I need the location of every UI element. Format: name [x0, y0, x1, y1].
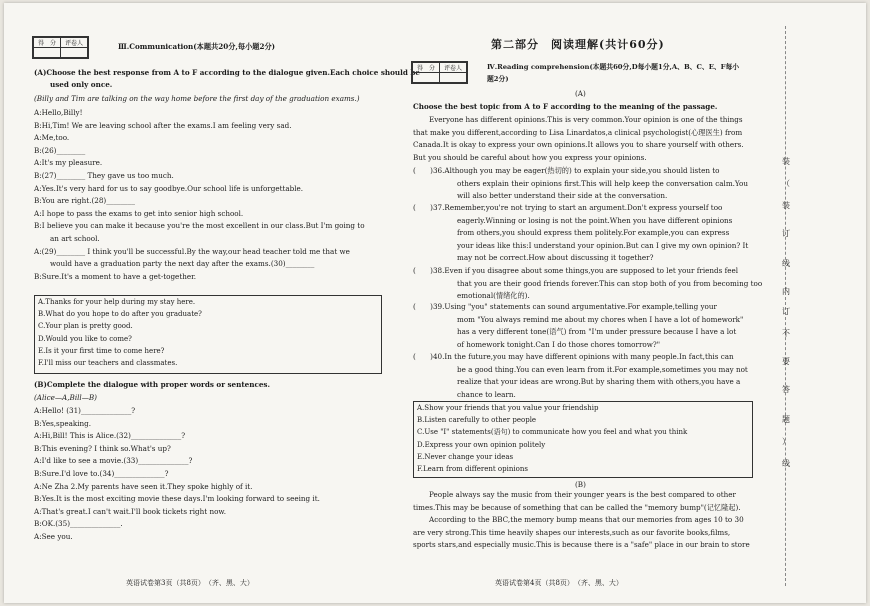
text-line: ( )37.Remember,you're not trying to start an argument.Don't express yourself too	[413, 203, 723, 212]
text-line: ( )38.Even if you disagree about some things,you are supposed to let your friends feel	[413, 266, 739, 275]
dialogue-line: B:OK.(35)______________.	[34, 519, 123, 529]
section-title: Ⅳ.Reading comprehension(本题共60分,D每小题1分,A、B、C、E、F每小	[487, 63, 740, 71]
text-line: Canada.It is okay to express your own opinions.It allows you to share yourself with others.	[413, 140, 744, 150]
text-line: that make you different,according to Lisa Linardatos,a clinical psychologist(心理医生) from	[413, 127, 743, 137]
choice: B.What do you hope to do after you graduate?	[38, 310, 202, 319]
dialogue-line: A:Hello! (31)______________?	[34, 406, 136, 415]
text-line: emotional(情绪化的).	[457, 291, 530, 301]
instruction: Choose the best topic from A to F according to the meaning of the passage.	[413, 102, 718, 111]
dialogue-line: B:Sure.It's a moment to have a get-together.	[34, 271, 197, 281]
text-line: chance to learn.	[457, 389, 516, 399]
text-line: be a good thing.You can even learn from it.For example,sometimes you may not	[457, 364, 748, 374]
margin-char: 不	[782, 329, 790, 338]
choice: A.Thanks for your help during my stay here.	[38, 298, 196, 306]
choices-box-a	[34, 295, 382, 374]
margin-char: ）	[782, 437, 790, 446]
intro-paragraph	[413, 114, 744, 164]
text-line: has a very different tone(语气) from "I'm under pressure because I have a lot	[457, 327, 737, 337]
margin-char: 线	[782, 259, 790, 268]
margin-char: 内	[782, 287, 790, 296]
dialogue-line: B:I believe you can make it because you're the most excellent in our class.But I'm going to	[34, 221, 365, 231]
score-box-right	[411, 61, 468, 84]
question-36	[413, 165, 748, 203]
text-line: will also better understand their side at the conversation.	[457, 191, 668, 201]
text-line: others explain their opinions first.This will help keep the conversation calm.You	[457, 178, 748, 188]
dialogue-line: B:This evening? I think so.What's up?	[34, 443, 171, 453]
margin-char: 要	[782, 357, 790, 366]
binding-margin	[772, 18, 800, 593]
scene-note: (Billy and Tim are talking on the way home before the first day of the graduation exams.)	[34, 94, 360, 103]
text-line: sports stars,and especially music.This is because there is a "safe" place in our brain to store	[413, 540, 750, 550]
choice: E.Never change your ideas	[417, 452, 514, 461]
passage-label: (A)	[575, 89, 586, 98]
margin-char: 线	[782, 459, 790, 468]
choice: D.Express your own opinion politely	[417, 440, 546, 449]
exam-sheet	[4, 3, 866, 603]
dialogue-line: B:Yes.It is the most exciting movie these days.I'm looking forward to seeing it.	[34, 494, 320, 504]
dialogue-line: B:Hi,Tim! We are leaving school after the exams.I am feeling very sad.	[34, 120, 292, 130]
page-footer: 英语试卷第4页（共8页） （齐、黑、大）	[495, 579, 623, 587]
dialogue-line: A:Yes.It's very hard for us to say goodbye.Our school life is unforgettable.	[34, 183, 304, 193]
text-line: But you should be careful about how you express your opinions.	[413, 152, 647, 162]
choice: E.Is it your first time to come here?	[38, 346, 165, 355]
text-line: from others,you should express them politely.For example,you can express	[457, 228, 730, 238]
margin-char: 装	[782, 201, 790, 210]
margin-char: 订	[782, 229, 790, 238]
text-line: ( )39.Using "you" statements can sound argumentative.For example,telling your	[413, 302, 717, 311]
dialogue-line: A:See you.	[34, 531, 73, 541]
choice: C.Your plan is pretty good.	[38, 322, 133, 331]
grader-header: 评卷人	[61, 38, 88, 48]
dialogue-line: A:That's great.I can't wait.I'll book tickets right now.	[34, 506, 226, 516]
dialogue-line: A:I hope to pass the exams to get into senior high school.	[34, 208, 244, 218]
dialogue-line: A:Hi,Bill! This is Alice.(32)______________?	[34, 431, 186, 441]
instruction: (A)Choose the best response from A to F according to the dialogue given.Each choice should be	[34, 68, 420, 77]
question-38	[413, 265, 762, 303]
text-line: People always say the music from their younger years is the best compared to other	[429, 490, 736, 499]
margin-char: （	[782, 179, 790, 188]
margin-char: 订	[782, 307, 790, 316]
choice: F.I'll miss our teachers and classmates.	[38, 359, 178, 368]
instruction: (B)Complete the dialogue with proper words or sentences.	[34, 380, 270, 389]
dialogue-line: A:It's my pleasure.	[34, 158, 103, 168]
choice: C.Use "I" statements(语句) to communicate how you feel and what you think	[417, 428, 688, 437]
dialogue-a	[34, 107, 365, 283]
dialogue-line: A:I'd like to see a movie.(33)______________?	[34, 456, 193, 466]
score-header: 得 分	[34, 38, 61, 48]
passage-label: (B)	[575, 480, 586, 489]
text-line: that you are their good friends forever.This can stop both of you from becoming too	[457, 278, 763, 288]
score-header: 得 分	[413, 63, 440, 73]
dialogue-line: an art school.	[50, 233, 100, 243]
dialogue-line: B:You are right.(28)________	[34, 196, 135, 206]
text-line: are very strong.This time heavily shapes our interests,such as our favorite books,films,	[413, 527, 731, 537]
margin-char: 装	[782, 157, 790, 166]
text-line: may not be correct.How about discussing it together?	[457, 253, 654, 263]
dialogue-line: B:Sure.I'd love to.(34)______________?	[34, 468, 169, 478]
section-title: Ⅲ.Communication(本题共20分,每小题2分)	[118, 42, 276, 51]
dialogue-line: A:Me,too.	[34, 133, 70, 143]
dialogue-line: B:Yes,speaking.	[34, 418, 92, 428]
dialogue-line: A:(29)________ I think you'll be successful.By the way,our head teacher told me that we	[34, 246, 350, 256]
text-line: of homework tonight.Can I do those chores tomorrow?"	[457, 339, 661, 349]
margin-char: 题	[782, 415, 790, 424]
roles: (Alice—A,Bill—B)	[34, 393, 97, 402]
choice: A.Show your friends that you value your friendship	[417, 404, 599, 412]
grader-header: 评卷人	[440, 63, 467, 73]
text-line: your ideas like this:I understand your opinion.But can I give my own opinion? It	[457, 240, 749, 250]
part-title: 第二部分 阅读理解(共计60分)	[491, 38, 665, 51]
text-line: ( )36.Although you may be eager(热切的) to explain your side,you should listen to	[413, 166, 720, 175]
section-title: 题2分)	[487, 75, 509, 83]
choice: B.Listen carefully to other people	[417, 416, 537, 425]
passage-b	[413, 489, 750, 552]
choices-box-reading	[413, 401, 753, 478]
margin-char: 答	[782, 385, 790, 394]
text-line: eagerly.Winning or losing is not the point.When you have different opinions	[457, 215, 733, 225]
dialogue-line: A:Hello,Billy!	[34, 108, 83, 117]
question-37	[413, 202, 748, 265]
dialogue-line: B:(26)________	[34, 145, 86, 155]
question-39	[413, 301, 743, 351]
text-line: times.This may be because of something that can be called the "memory bump"(记忆隆起).	[413, 502, 741, 512]
instruction: used only once.	[50, 80, 113, 89]
text-line: ( )40.In the future,you may have different opinions with many people.In fact,this can	[413, 352, 734, 361]
choice: F.Learn from different opinions	[417, 465, 528, 474]
dialogue-line: would have a graduation party the next day after the exams.(30)________	[50, 259, 315, 269]
choice: D.Would you like to come?	[38, 334, 132, 343]
dialogue-line: A:Ne Zha 2.My parents have seen it.They spoke highly of it.	[34, 481, 253, 491]
text-line: According to the BBC,the memory bump means that our memories from ages 10 to 30	[429, 515, 744, 525]
page-footer: 英语试卷第3页（共8页） （齐、黑、大）	[126, 579, 254, 587]
text-line: mom "You always remind me about my chores when I have a lot of homework"	[457, 314, 744, 324]
dialogue-b	[34, 405, 320, 544]
text-line: realize that your ideas are wrong.But by sharing them with others,you have a	[457, 377, 741, 387]
score-box-left	[32, 36, 89, 59]
question-40	[413, 351, 748, 401]
dialogue-line: B:(27)________ They gave us too much.	[34, 170, 174, 180]
text-line: Everyone has different opinions.This is very common.Your opinion is one of the things	[429, 115, 743, 124]
